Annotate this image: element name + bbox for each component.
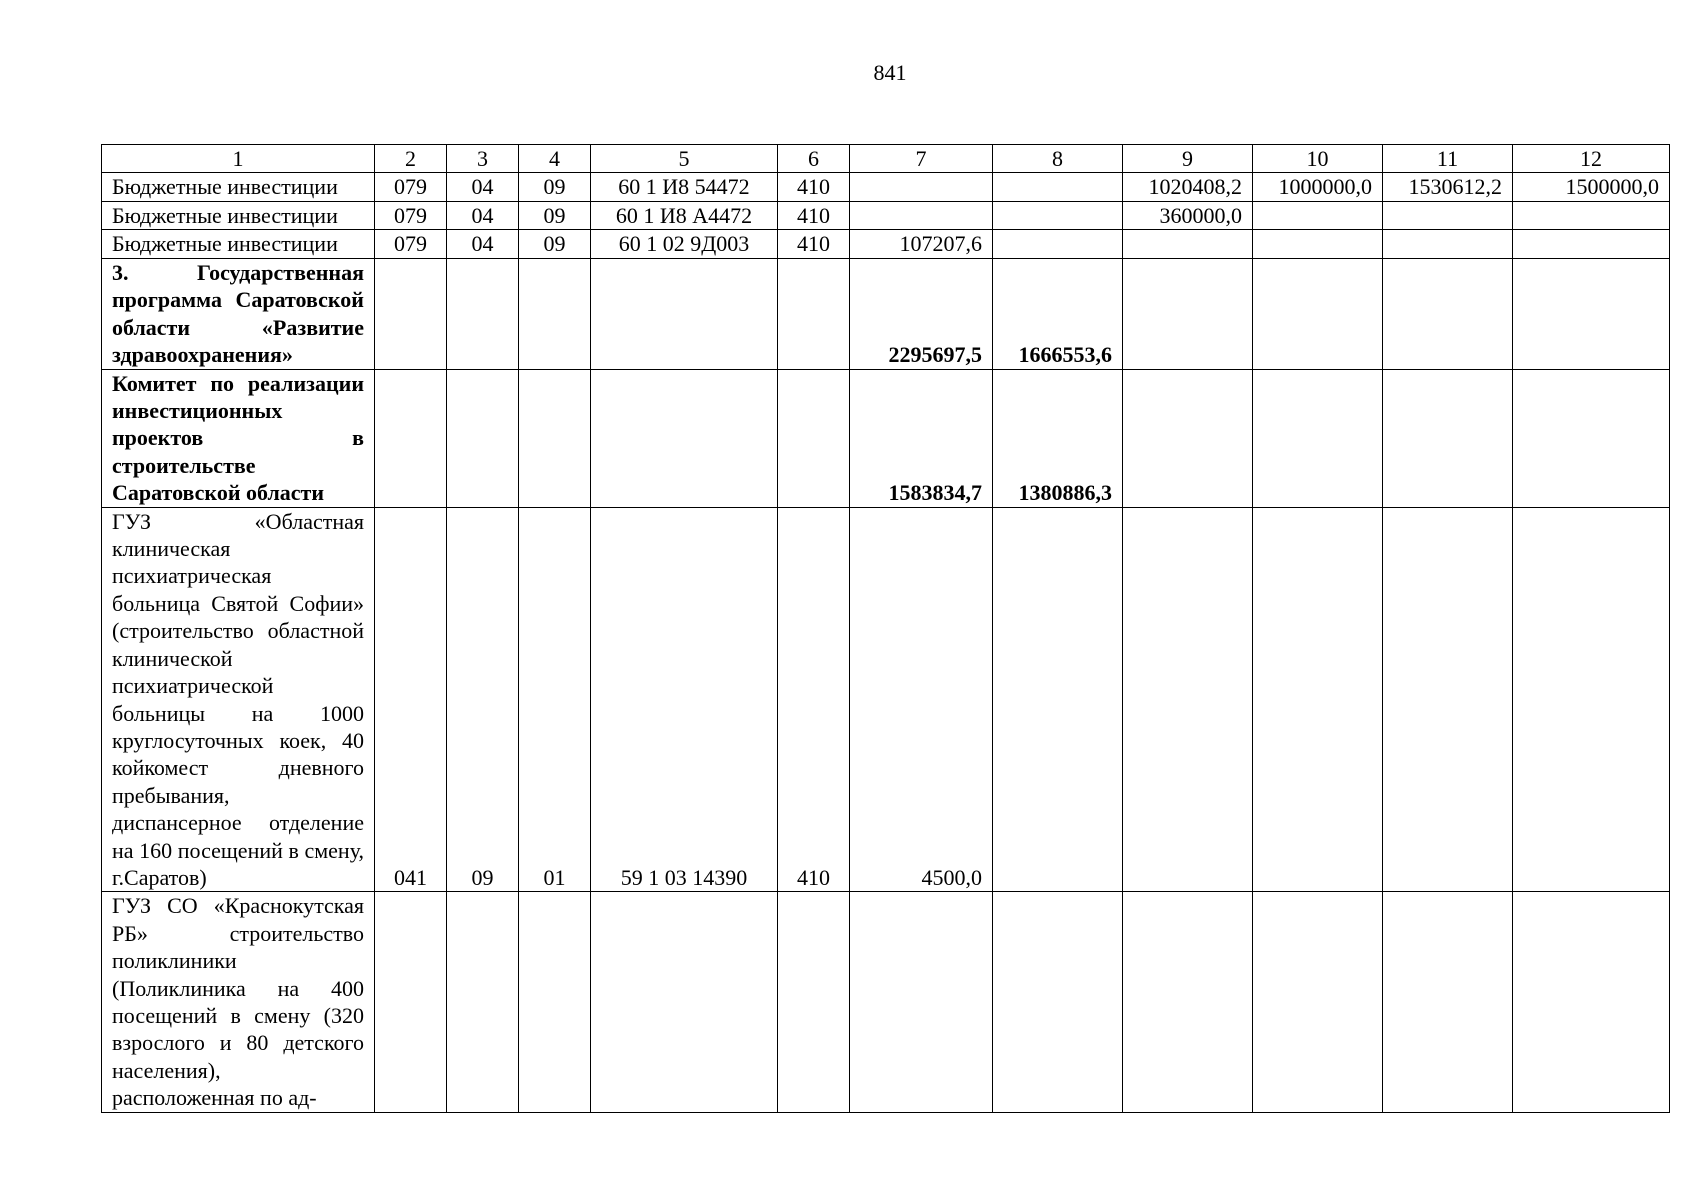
cell-col9	[1123, 892, 1253, 1112]
table-row	[102, 201, 1670, 229]
cell-target-article	[591, 892, 778, 1112]
cell-expense-type	[778, 892, 850, 1112]
cell-target-article	[591, 258, 778, 369]
cell-col10	[1253, 369, 1383, 507]
header-cell: 12	[1513, 145, 1670, 173]
cell-col9: 1020408,2	[1123, 173, 1253, 201]
cell-col7: 4500,0	[850, 507, 993, 892]
cell-col12	[1513, 201, 1670, 229]
cell-ministry: 079	[375, 230, 447, 258]
cell-section: 04	[447, 230, 519, 258]
cell-section: 04	[447, 201, 519, 229]
cell-section	[447, 369, 519, 507]
cell-col7	[850, 201, 993, 229]
cell-col9	[1123, 507, 1253, 892]
cell-col10	[1253, 230, 1383, 258]
cell-target-article	[591, 369, 778, 507]
cell-col11	[1383, 892, 1513, 1112]
header-cell: 1	[102, 145, 375, 173]
cell-ministry	[375, 892, 447, 1112]
cell-col8	[993, 230, 1123, 258]
budget-table	[101, 144, 1670, 1113]
cell-subsection	[519, 892, 591, 1112]
header-cell: 4	[519, 145, 591, 173]
cell-expense-type: 410	[778, 201, 850, 229]
header-cell: 5	[591, 145, 778, 173]
cell-col7: 2295697,5	[850, 258, 993, 369]
table-row	[102, 230, 1670, 258]
cell-col10	[1253, 507, 1383, 892]
cell-ministry: 041	[375, 507, 447, 892]
cell-target-article: 60 1 02 9Д003	[591, 230, 778, 258]
cell-col11	[1383, 507, 1513, 892]
cell-subsection: 09	[519, 230, 591, 258]
cell-col12	[1513, 507, 1670, 892]
cell-col12	[1513, 258, 1670, 369]
row-name: ГУЗ «Областная клиническая психиатрическая больница Святой Софии» (строительство областной клинической психиатрической больницы на 1000 круглосуточных коек, 40 койкомест дневного пребывания, диспансерное отделение на 160 посещений в смену, г.Саратов)	[102, 507, 375, 892]
row-name: Комитет по реализации инвестиционных проектов в строительстве Саратовской области	[102, 369, 375, 507]
header-cell: 10	[1253, 145, 1383, 173]
cell-col8	[993, 201, 1123, 229]
table-row	[102, 892, 1670, 1112]
table-row	[102, 173, 1670, 201]
header-row	[102, 145, 1670, 173]
cell-col10: 1000000,0	[1253, 173, 1383, 201]
cell-col9	[1123, 258, 1253, 369]
header-cell: 9	[1123, 145, 1253, 173]
header-cell: 8	[993, 145, 1123, 173]
cell-col11	[1383, 258, 1513, 369]
cell-section: 04	[447, 173, 519, 201]
cell-col11	[1383, 369, 1513, 507]
header-cell: 3	[447, 145, 519, 173]
cell-expense-type	[778, 258, 850, 369]
cell-col10	[1253, 892, 1383, 1112]
cell-section	[447, 892, 519, 1112]
cell-col10	[1253, 201, 1383, 229]
cell-subsection: 01	[519, 507, 591, 892]
cell-col10	[1253, 258, 1383, 369]
cell-section: 09	[447, 507, 519, 892]
header-cell: 11	[1383, 145, 1513, 173]
header-cell: 6	[778, 145, 850, 173]
cell-expense-type: 410	[778, 507, 850, 892]
cell-expense-type: 410	[778, 230, 850, 258]
cell-col12	[1513, 892, 1670, 1112]
cell-col8: 1380886,3	[993, 369, 1123, 507]
cell-col9	[1123, 230, 1253, 258]
cell-subsection	[519, 258, 591, 369]
cell-col8	[993, 892, 1123, 1112]
cell-col11	[1383, 230, 1513, 258]
cell-col8: 1666553,6	[993, 258, 1123, 369]
cell-col11	[1383, 201, 1513, 229]
cell-ministry	[375, 258, 447, 369]
cell-col9: 360000,0	[1123, 201, 1253, 229]
cell-col7: 107207,6	[850, 230, 993, 258]
cell-col12	[1513, 369, 1670, 507]
cell-col12: 1500000,0	[1513, 173, 1670, 201]
page-number: 841	[873, 60, 907, 85]
cell-expense-type	[778, 369, 850, 507]
cell-section	[447, 258, 519, 369]
cell-expense-type: 410	[778, 173, 850, 201]
cell-target-article: 59 1 03 14390	[591, 507, 778, 892]
cell-col8	[993, 507, 1123, 892]
cell-col11: 1530612,2	[1383, 173, 1513, 201]
cell-target-article: 60 1 И8 54472	[591, 173, 778, 201]
cell-subsection: 09	[519, 201, 591, 229]
cell-ministry: 079	[375, 173, 447, 201]
table-row-program	[102, 258, 1670, 369]
cell-col12	[1513, 230, 1670, 258]
row-name: Бюджетные инвестиции	[102, 173, 375, 201]
header-cell: 2	[375, 145, 447, 173]
cell-col7	[850, 892, 993, 1112]
cell-ministry: 079	[375, 201, 447, 229]
header-cell: 7	[850, 145, 993, 173]
row-name: Бюджетные инвестиции	[102, 201, 375, 229]
row-name: Бюджетные инвестиции	[102, 230, 375, 258]
table-row-committee	[102, 369, 1670, 507]
cell-col9	[1123, 369, 1253, 507]
table-row	[102, 507, 1670, 892]
cell-subsection	[519, 369, 591, 507]
row-name: 3. Государственная программа Саратовской области «Развитие здравоохранения»	[102, 258, 375, 369]
cell-ministry	[375, 369, 447, 507]
cell-subsection: 09	[519, 173, 591, 201]
cell-col7	[850, 173, 993, 201]
cell-col8	[993, 173, 1123, 201]
row-name: ГУЗ СО «Краснокутская РБ» строительство поликлиники (Поликлиника на 400 посещений в смену (320 взрослого и 80 детского населения), расположенная по ад-	[102, 892, 375, 1112]
cell-col7: 1583834,7	[850, 369, 993, 507]
cell-target-article: 60 1 И8 А4472	[591, 201, 778, 229]
